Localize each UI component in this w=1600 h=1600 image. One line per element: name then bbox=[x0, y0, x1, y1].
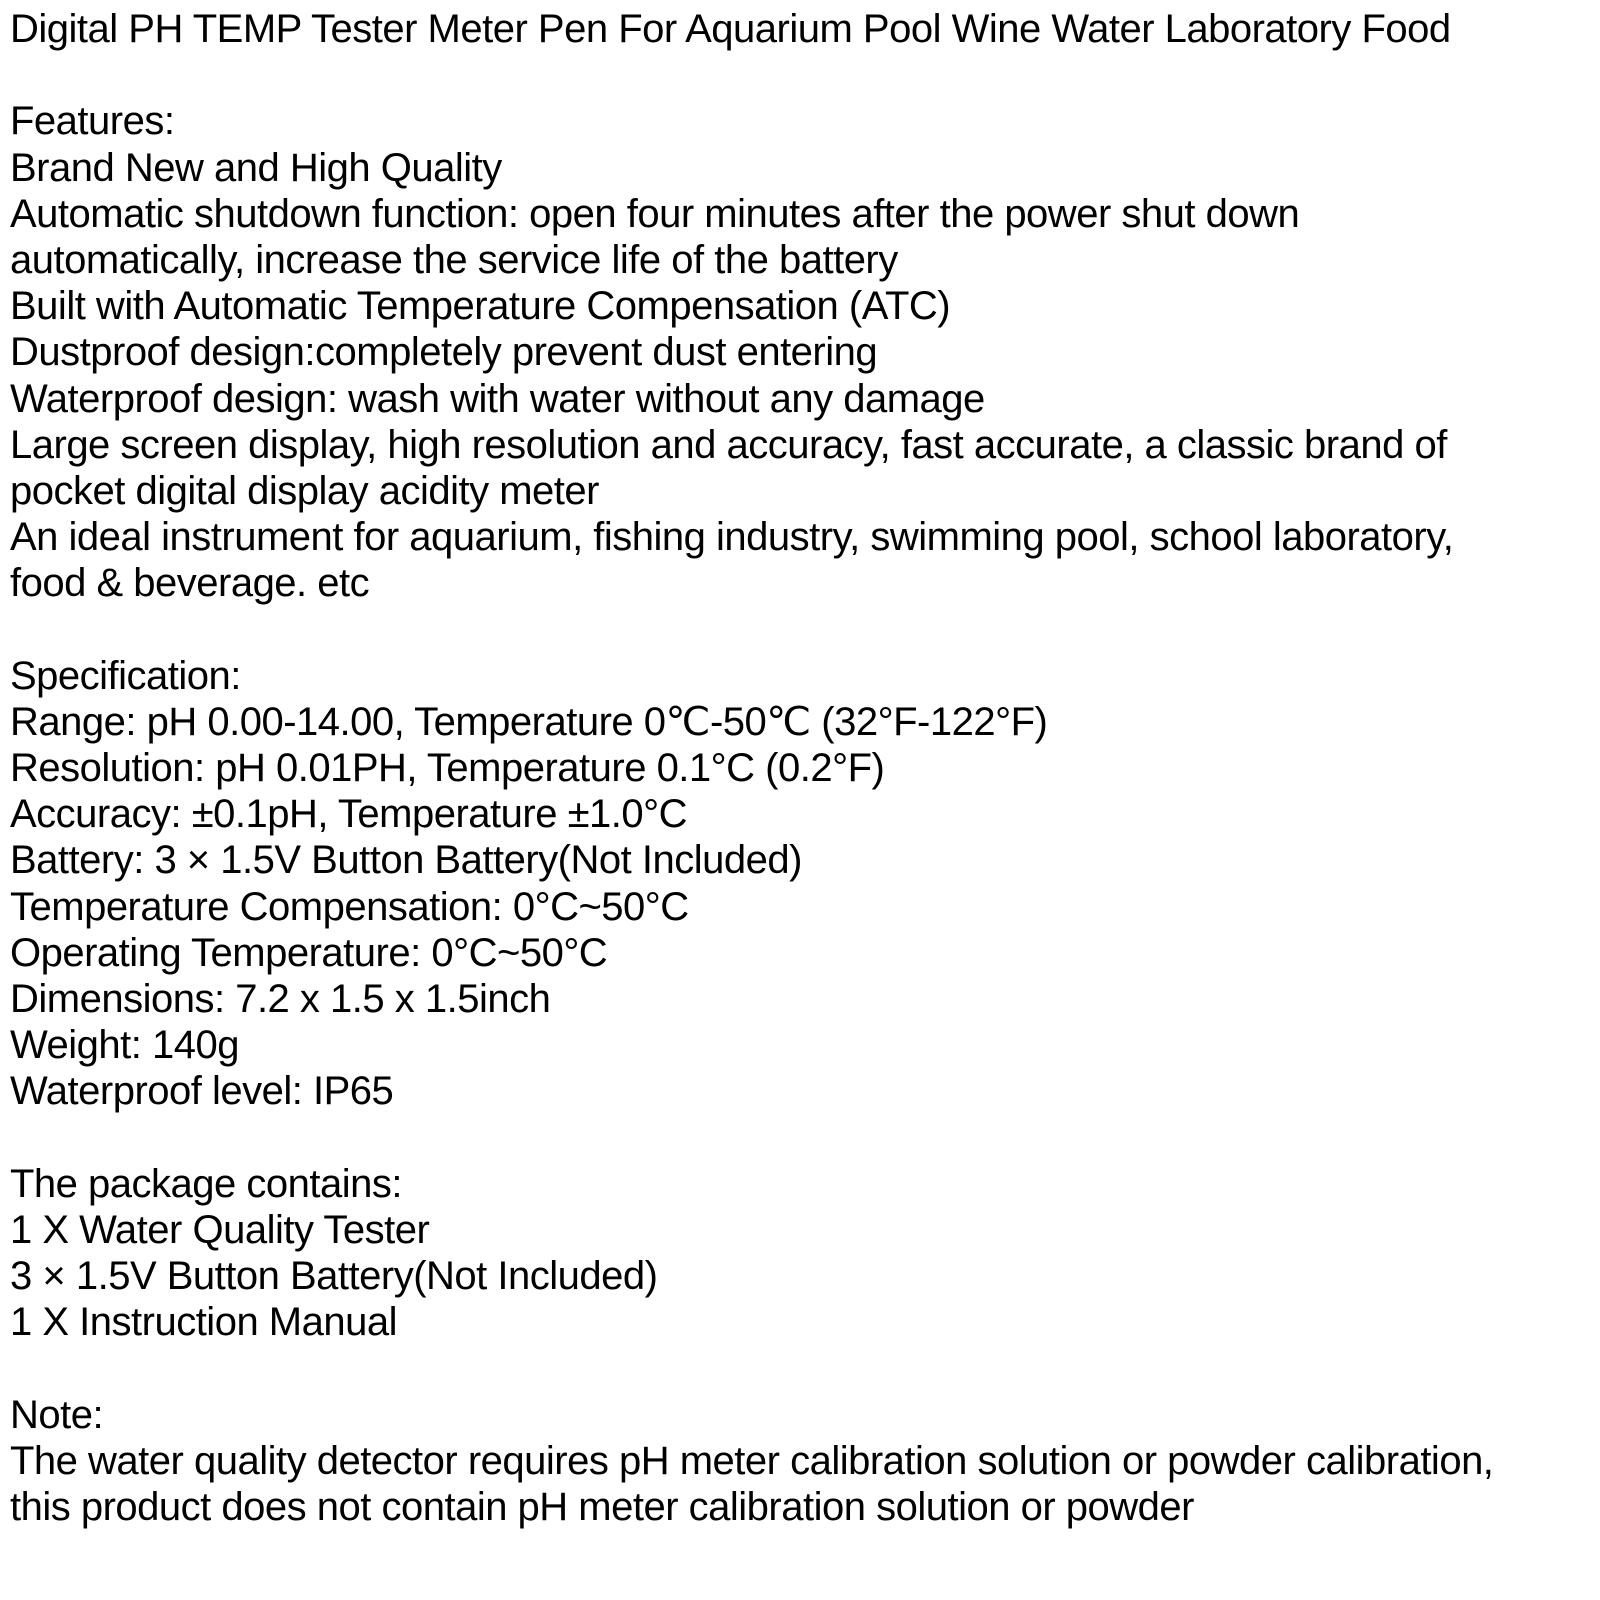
feature-line: Built with Automatic Temperature Compensation (ATC) bbox=[10, 284, 951, 329]
feature-line: Large screen display, high resolution and accuracy, fast accurate, a classic brand of bbox=[10, 422, 1447, 467]
spec-line: Operating Temperature: 0°C~50°C bbox=[10, 930, 608, 975]
feature-line: Automatic shutdown function: open four minutes after the power shut down bbox=[10, 191, 1300, 236]
package-item: 1 X Water Quality Tester bbox=[10, 1207, 430, 1252]
note-line: this product does not contain pH meter calibration solution or powder bbox=[10, 1485, 1194, 1529]
feature-line: Dustproof design:completely prevent dust entering bbox=[10, 330, 878, 375]
specification-heading: Specification: bbox=[10, 653, 241, 698]
feature-line: An ideal instrument for aquarium, fishing industry, swimming pool, school laboratory, bbox=[10, 515, 1454, 560]
package-heading: The package contains: bbox=[10, 1161, 402, 1206]
feature-line: automatically, increase the service life of the battery bbox=[10, 237, 898, 282]
product-title: Digital PH TEMP Tester Meter Pen For Aquarium Pool Wine Water Laboratory Food bbox=[10, 7, 1451, 51]
feature-line: Brand New and High Quality bbox=[10, 145, 502, 190]
features-section bbox=[10, 98, 1600, 606]
spacer bbox=[10, 1115, 1600, 1161]
spacer bbox=[10, 1345, 1600, 1391]
spec-line: Weight: 140g bbox=[10, 1023, 239, 1068]
note-heading: Note: bbox=[10, 1392, 104, 1437]
spacer bbox=[10, 52, 1600, 98]
specification-section bbox=[10, 653, 1600, 1115]
package-item: 1 X Instruction Manual bbox=[10, 1300, 397, 1345]
feature-line: Waterproof design: wash with water without any damage bbox=[10, 376, 985, 421]
spacer bbox=[10, 606, 1600, 652]
spec-line: Dimensions: 7.2 x 1.5 x 1.5inch bbox=[10, 976, 551, 1021]
spec-line: Resolution: pH 0.01PH, Temperature 0.1°C (0.2°F) bbox=[10, 746, 885, 790]
feature-line: food & beverage. etc bbox=[10, 561, 370, 606]
features-heading: Features: bbox=[10, 99, 175, 144]
spec-line: Waterproof level: IP65 bbox=[10, 1069, 394, 1114]
spec-line: Battery: 3 × 1.5V Button Battery(Not Included) bbox=[10, 838, 802, 883]
spec-line: Accuracy: ±0.1pH, Temperature ±1.0°C bbox=[10, 792, 688, 837]
spec-line: Temperature Compensation: 0°C~50°C bbox=[10, 884, 689, 929]
feature-line: pocket digital display acidity meter bbox=[10, 468, 599, 513]
note-line: The water quality detector requires pH meter calibration solution or powder calibration, bbox=[10, 1438, 1494, 1483]
package-item: 3 × 1.5V Button Battery(Not Included) bbox=[10, 1254, 658, 1299]
spec-line: Range: pH 0.00-14.00, Temperature 0℃-50℃ (32°F-122°F) bbox=[10, 699, 1048, 744]
note-section bbox=[10, 1392, 1600, 1531]
package-section bbox=[10, 1161, 1600, 1346]
